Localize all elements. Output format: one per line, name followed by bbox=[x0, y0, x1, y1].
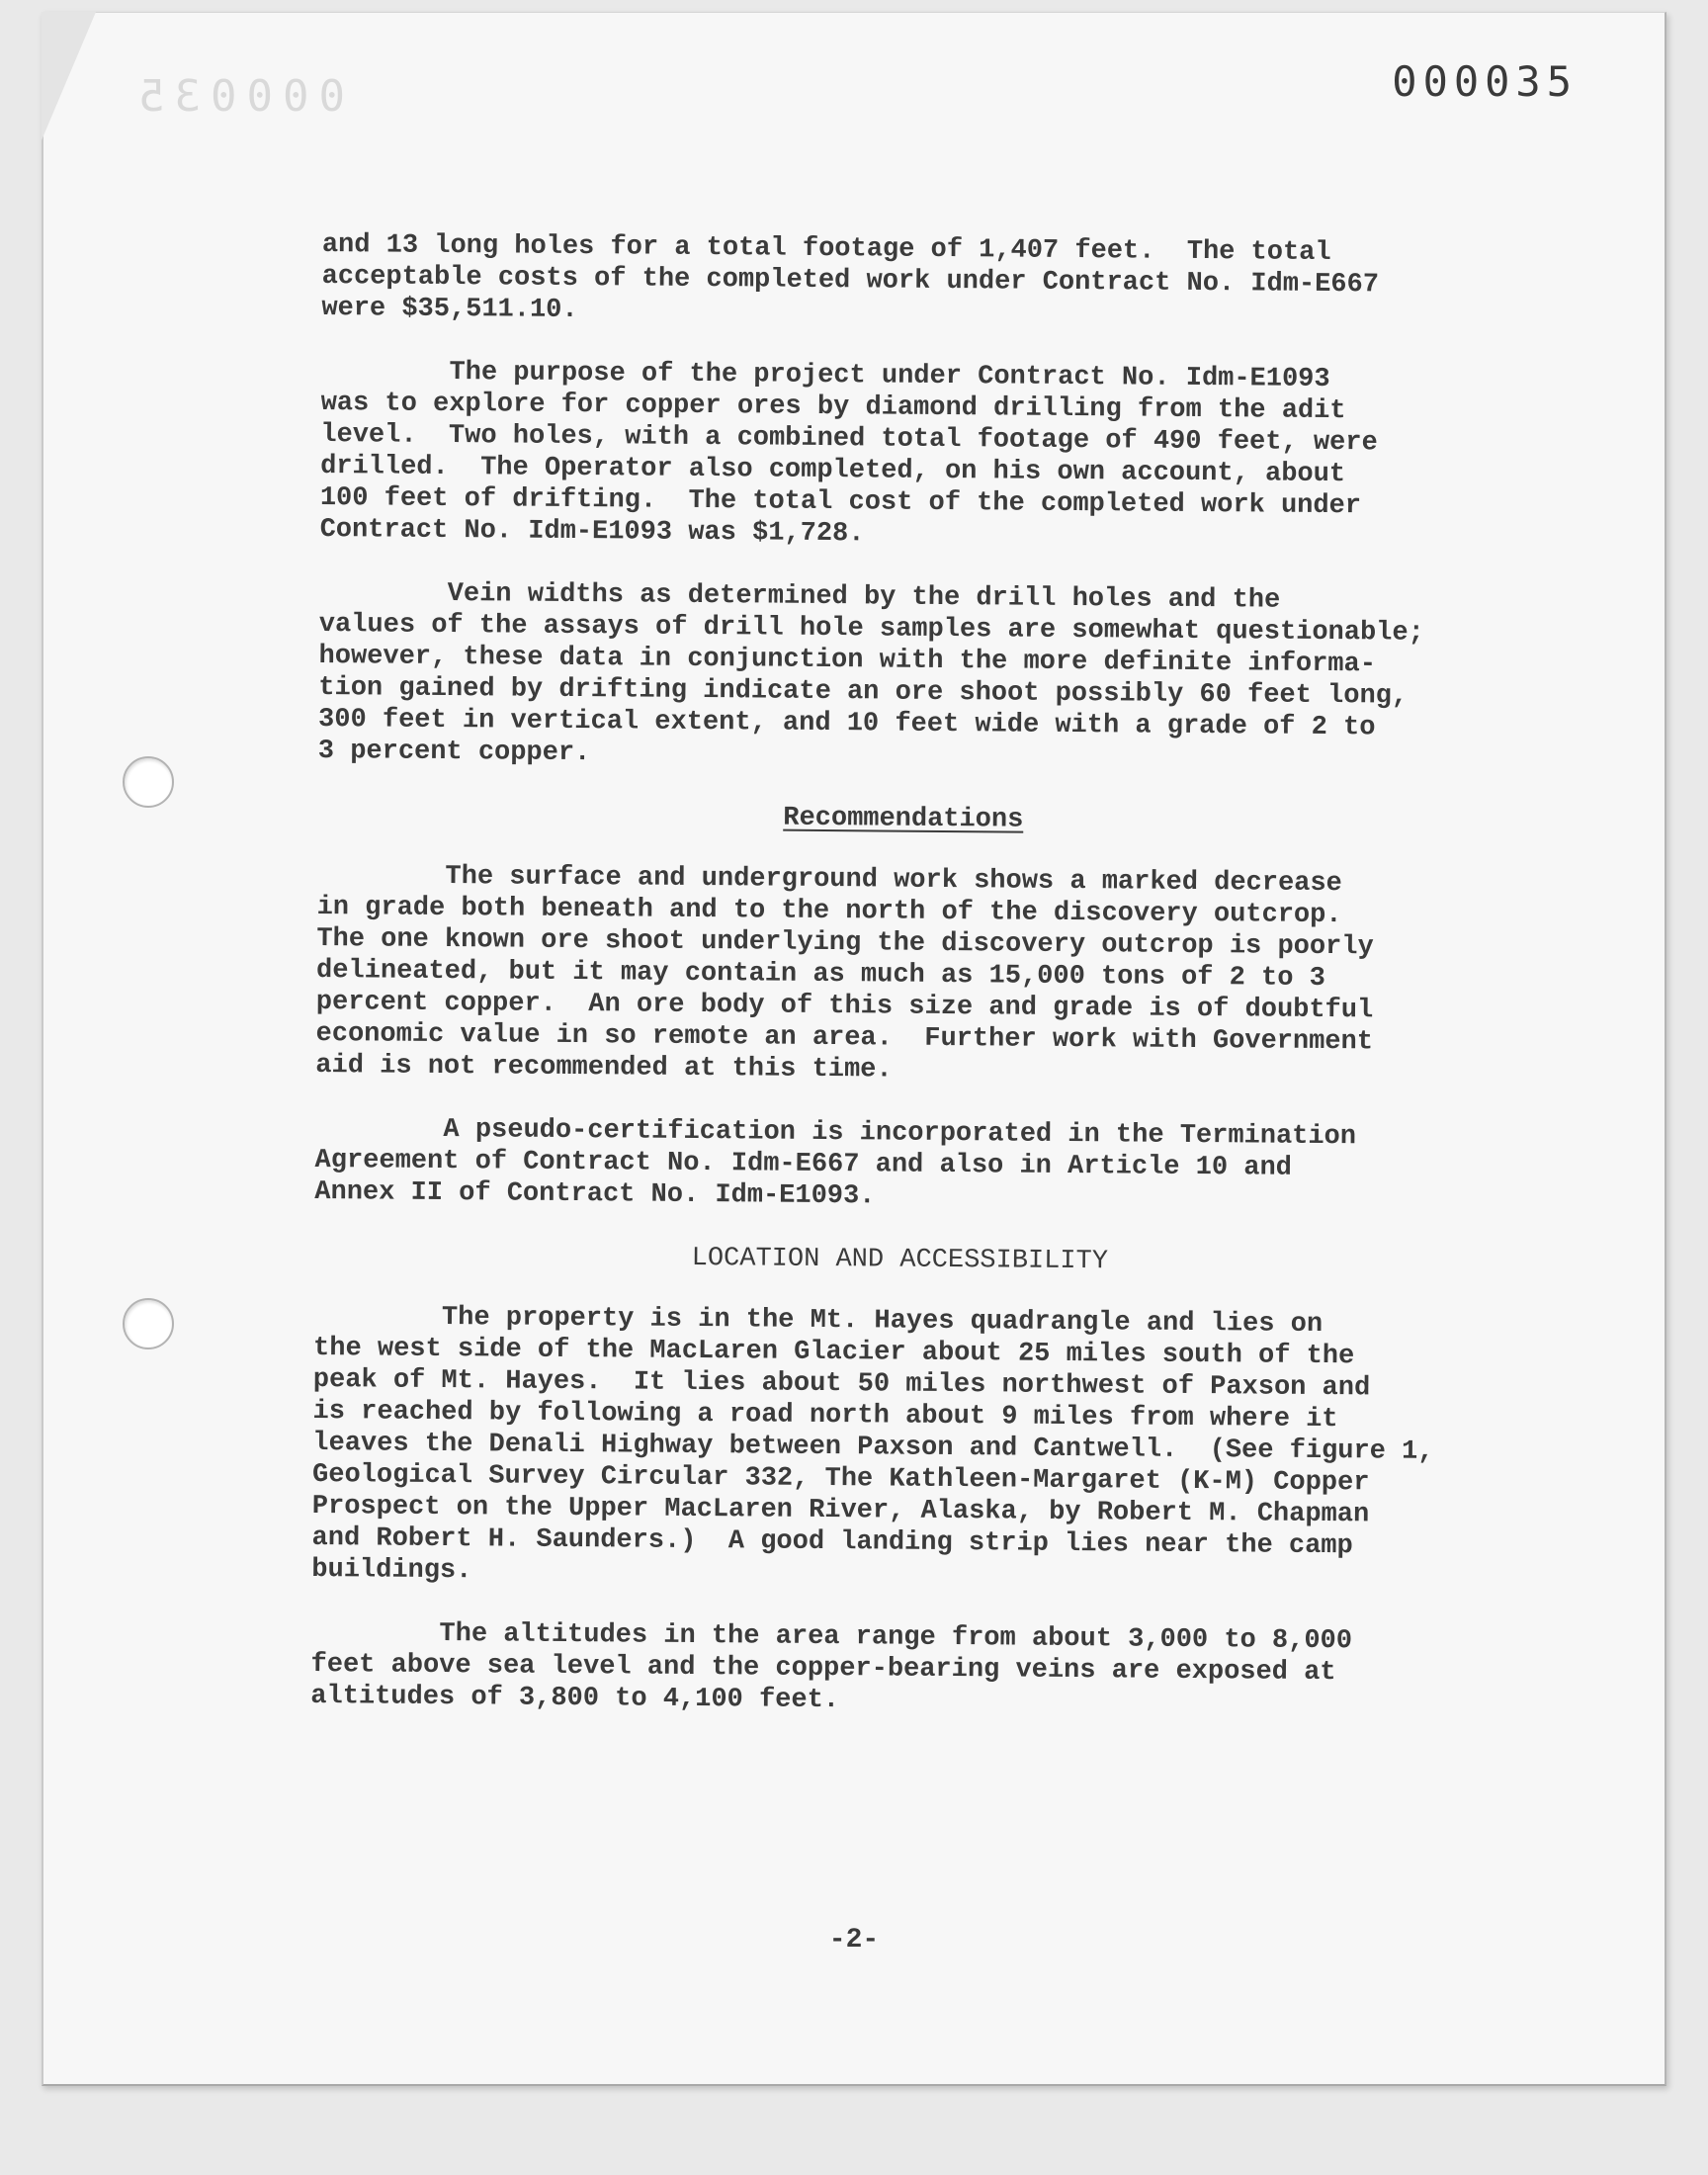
punch-hole-upper bbox=[123, 756, 174, 808]
paragraph-contract-e1093-purpose: The purpose of the project under Contract No. Idm-E1093 was to explore for copper ores by diamond drilling from the adit level. Two holes, with a combined total footage of 490 feet, were drilled. The Operator also completed, on his own account, about 100 feet of drifting. The total cost of the completed work under Contract No. Idm-E1093 was $1,728. bbox=[319, 356, 1378, 550]
folded-corner bbox=[42, 12, 96, 140]
location-heading: LOCATION AND ACCESSIBILITY bbox=[691, 1243, 1109, 1277]
paragraph-altitudes: The altitudes in the area range from about 3,000 to 8,000 feet above sea level and the copper-bearing veins are exposed at altitudes of 3,800 to 4,100 feet. bbox=[310, 1617, 1353, 1716]
document-number-stamp: 000035 bbox=[1392, 57, 1578, 106]
bleed-through-stamp: 000035 bbox=[128, 71, 345, 122]
document-body bbox=[310, 229, 1494, 1753]
recommendations-heading bbox=[317, 799, 1489, 839]
paragraph-contract-e667-costs: and 13 long holes for a total footage of 1,407 feet. The total acceptable costs of the completed work under Contract No. Idm-E667 were $35,511.10. bbox=[321, 229, 1380, 326]
paragraph-property-location: The property is in the Mt. Hayes quadrangle and lies on the west side of the MacLaren Glacier about 25 miles south of the peak of Mt. Hayes. It lies about 50 miles northwest of Paxson and is reached by following a road north about 9 miles from where it leaves the Denali Highway between Paxson and Cantwell. (See figure 1, Geological Survey Circular 332, The Kathleen-Margaret (K-M) Copper Prospect on the Upper MacLaren River, Alaska, by Robert M. Chapman and Robert H. Saunders.) A good landing strip lies near the camp buildings. bbox=[311, 1301, 1434, 1587]
page-number: -2- bbox=[828, 1925, 880, 1956]
paragraph-vein-widths: Vein widths as determined by the drill holes and the values of the assays of drill hole samples are somewhat questionable; however, these data in conjunction with the more definite informa- tion gained by drifting indicate an ore shoot possibly 60 feet long, 300 feet in vertical extent, and 10 feet wide with a grade of 2 to 3 percent copper. bbox=[317, 577, 1424, 769]
paragraph-recommendations: The surface and underground work shows a marked decrease in grade both beneath and to the north of the discovery outcrop. The one known ore shoot underlying the discovery outcrop is poorly delineated, but it may contain as much as 15,000 tons of 2 to 3 percent copper. An ore body of this size and grade is of doubtful economic value in so remote an area. Further work with Government aid is not recommended at this time. bbox=[315, 860, 1374, 1086]
paragraph-pseudo-certification: A pseudo-certification is incorporated in the Termination Agreement of Contract No. Idm-E667 and also in Article 10 and Annex II of Contract No. Idm-E1093. bbox=[314, 1113, 1357, 1212]
recommendations-heading-text: Recommendations bbox=[783, 803, 1024, 835]
punch-hole-lower bbox=[123, 1298, 174, 1349]
